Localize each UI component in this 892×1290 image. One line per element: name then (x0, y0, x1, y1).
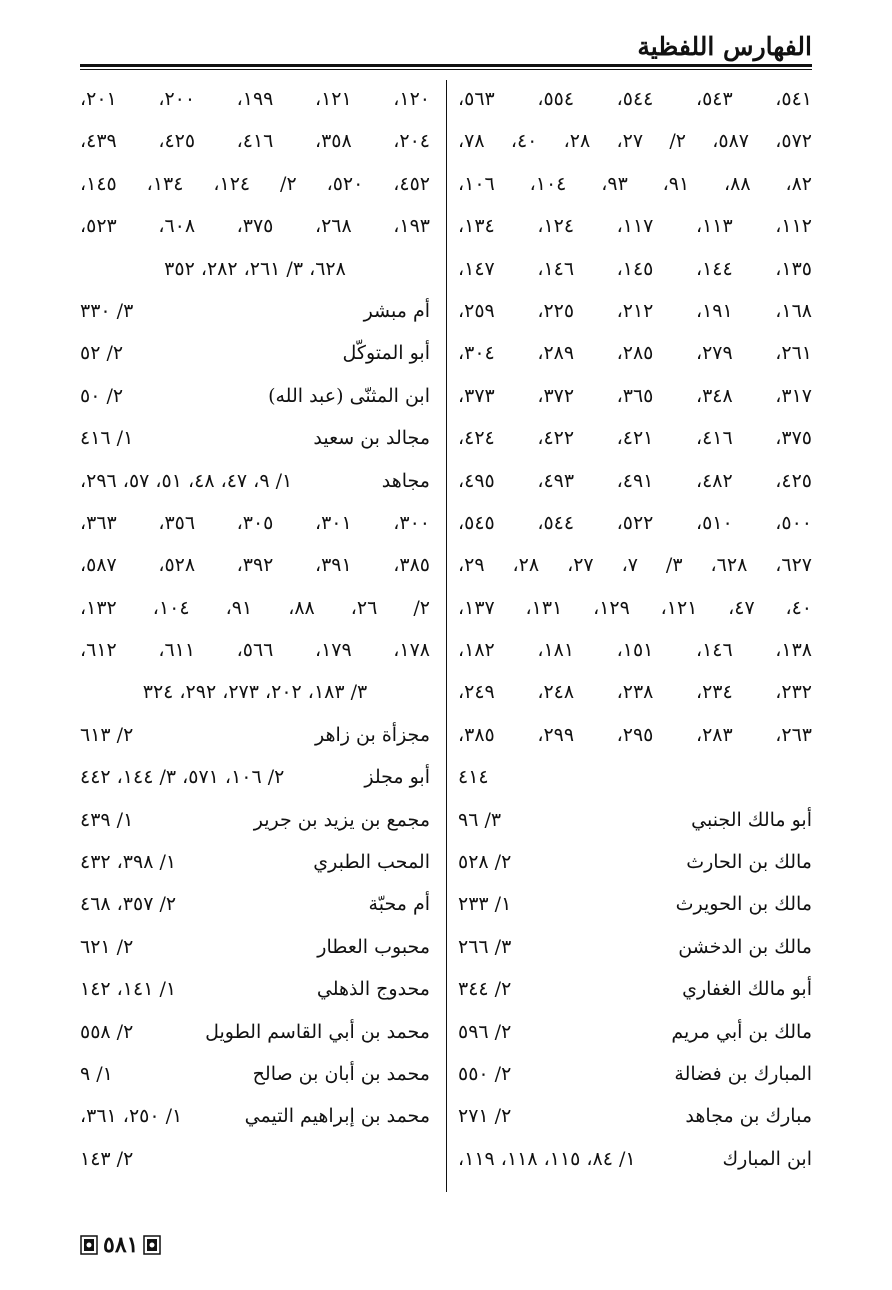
index-entry-continuation (80, 629, 430, 671)
entry-references: ٢/ ٦١٣ (80, 723, 134, 746)
entry-name: المحب الطبري (313, 851, 430, 874)
entry-name: أم مبشر (363, 299, 430, 322)
entry-references: ١١٢، ١١٣، ١١٧، ١٢٤، ١٣٤، (458, 215, 812, 238)
index-entry (80, 375, 430, 417)
entry-references: ١/ ٤٣٩ (80, 808, 134, 831)
column-divider (446, 80, 447, 1192)
entry-references: ٥٧٢، ٥٨٧، ٢/ ٢٧، ٢٨، ٤٠، ٧٨، (458, 130, 812, 153)
entry-references: ٥٤١، ٥٤٣، ٥٤٤، ٥٥٤، ٥٦٣، (458, 88, 812, 110)
entry-name: مبارك بن مجاهد (685, 1105, 812, 1128)
index-entry (80, 883, 430, 925)
entry-references: ٤٥٢، ٥٢٠، ٢/ ١٢٤، ١٣٤، ١٤٥، (80, 172, 430, 195)
entry-name: مجزأة بن زاهر (315, 723, 430, 746)
index-entry-continuation (458, 290, 812, 332)
index-entry (458, 1053, 812, 1095)
right-index-column (458, 78, 812, 1180)
index-entry-continuation (458, 460, 812, 502)
entry-references: ٢/ ٥٥٨ (80, 1020, 134, 1043)
entry-references: ٤٠، ٤٧، ١٢١، ١٢٩، ١٣١، ١٣٧، (458, 596, 812, 619)
header-rule-thick (80, 64, 812, 67)
entry-references: ١/ ٨٤، ١١٥، ١١٨، ١١٩، (458, 1147, 636, 1170)
entry-references: ٣٨٥، ٣٩١، ٣٩٢، ٥٢٨، ٥٨٧، (80, 554, 430, 577)
entry-references: ٤١٤ (458, 766, 489, 789)
index-entry-continuation (458, 163, 812, 205)
entry-references: ٥٠٠، ٥١٠، ٥٢٢، ٥٤٤، ٥٤٥، (458, 511, 812, 534)
index-entry-continuation (80, 163, 430, 205)
index-entry-continuation (458, 205, 812, 247)
entry-references: ١/ ٣٩٨، ٤٣٢ (80, 851, 177, 874)
entry-name: مالك بن الحارث (686, 851, 812, 874)
index-entry (80, 714, 430, 756)
entry-references: ١٣٨، ١٤٦، ١٥١، ١٨١، ١٨٢، (458, 639, 812, 662)
entry-name: أبو مالك الجنبي (691, 808, 812, 831)
entry-name: مالك بن الدخشن (678, 935, 812, 958)
index-entry (80, 460, 430, 502)
entry-references: ٣٧٥، ٤١٦، ٤٢١، ٤٢٢، ٤٢٤، (458, 427, 812, 450)
entry-name: ابن المبارك (722, 1147, 812, 1170)
index-entry-continuation (458, 332, 812, 374)
entry-name: محدوج الذهلي (316, 978, 430, 1001)
entry-references: ١/ ٩، ٤٧، ٤٨، ٥١، ٥٧، ٢٩٦، (80, 469, 293, 492)
entry-name: مجمع بن يزيد بن جرير (253, 808, 430, 831)
entry-name: أبو مالك الغفاري (682, 978, 812, 1001)
index-entry (458, 1011, 812, 1053)
entry-references: ٢/ ٥٢٨ (458, 851, 512, 874)
entry-references: ٣/ ٢٦٦ (458, 935, 512, 958)
index-entry-continuation (458, 375, 812, 417)
entry-references: ٨٢، ٨٨، ٩١، ٩٣، ١٠٤، ١٠٦، (458, 172, 812, 195)
entry-references: ٢٣٢، ٢٣٤، ٢٣٨، ٢٤٨، ٢٤٩، (458, 681, 812, 704)
index-entry (458, 1138, 812, 1180)
entry-name: مالك بن الحويرث (675, 893, 812, 916)
entry-references: ٢/ ٣٥٧، ٤٦٨ (80, 893, 177, 916)
index-entry (458, 1095, 812, 1137)
entry-references: ١٧٨، ١٧٩، ٥٦٦، ٦١١، ٦١٢، (80, 639, 430, 662)
entry-name: مجاهد (381, 469, 430, 492)
index-entry (458, 926, 812, 968)
index-entry (80, 290, 430, 332)
left-index-column (80, 78, 430, 1180)
entry-references: ٦٢٨، ٣/ ٢٦١، ٢٨٢، ٣٥٢ (164, 257, 346, 280)
entry-references: ١/ ٩ (80, 1062, 113, 1085)
entry-name: أبو مجلز (364, 766, 430, 789)
index-entry-continuation (458, 78, 812, 120)
entry-references: ١٣٥، ١٤٤، ١٤٥، ١٤٦، ١٤٧، (458, 257, 812, 280)
entry-references: ٢/ ٥٠ (80, 384, 124, 407)
index-entry (80, 332, 430, 374)
index-entry-continuation (458, 756, 812, 798)
index-entry (458, 799, 812, 841)
entry-references: ١/ ٢٥٠، ٣٦١، (80, 1105, 183, 1128)
index-entry (80, 799, 430, 841)
index-entry (458, 841, 812, 883)
entry-references: ٢/ ٦٢١ (80, 935, 134, 958)
index-entry (80, 841, 430, 883)
entry-references: ٢/ ١٠٦، ٥٧١، ٣/ ١٤٤، ٤٤٢ (80, 766, 285, 789)
index-entry (80, 1011, 430, 1053)
entry-references: ١/ ٢٣٣ (458, 893, 512, 916)
index-entry (80, 756, 430, 798)
entry-references: ٢٦١، ٢٧٩، ٢٨٥، ٢٨٩، ٣٠٤، (458, 342, 812, 365)
entry-name: أبو المتوكّل (342, 342, 430, 365)
entry-references: ٢٦٣، ٢٨٣، ٢٩٥، ٢٩٩، ٣٨٥، (458, 723, 812, 746)
entry-references: ١/ ٤١٦ (80, 427, 134, 450)
entry-name: محبوب العطار (317, 935, 430, 958)
entry-references: ٢٠٤، ٣٥٨، ٤١٦، ٤٢٥، ٤٣٩، (80, 130, 430, 153)
entry-references: ٢/ ٢٦، ٨٨، ٩١، ١٠٤، ١٣٢، (80, 596, 430, 619)
entry-name: محمد بن أبان بن صالح (252, 1062, 430, 1085)
header-rule-thin (80, 69, 812, 70)
page-number-block (80, 1230, 161, 1260)
entry-name: أم محبّة (368, 893, 430, 916)
index-entry (80, 1095, 430, 1137)
index-entry-continuation (80, 120, 430, 162)
entry-name: ابن المثنّى (عبد الله) (268, 384, 430, 407)
index-entry-continuation (458, 120, 812, 162)
entry-references: ٢/ ٥٥٠ (458, 1062, 512, 1085)
index-entry-continuation (80, 1138, 430, 1180)
entry-references: ٦٢٧، ٦٢٨، ٣/ ٧، ٢٧، ٢٨، ٢٩، (458, 554, 812, 577)
index-entry-continuation (458, 587, 812, 629)
index-entry (458, 968, 812, 1010)
index-entry-continuation (80, 587, 430, 629)
index-entry-continuation (458, 629, 812, 671)
left-ornament-icon (80, 1235, 98, 1255)
entry-references: ٣/ ٩٦ (458, 808, 502, 831)
index-entry-continuation (80, 544, 430, 586)
index-entry-continuation (458, 671, 812, 713)
page-header-title: الفهارس اللفظية (637, 32, 812, 61)
entry-references: ١٦٨، ١٩١، ٢١٢، ٢٢٥، ٢٥٩، (458, 299, 812, 322)
entry-references: ٣/ ٣٣٠ (80, 299, 134, 322)
entry-name: مالك بن أبي مريم (671, 1020, 812, 1043)
entry-references: ٣/ ١٨٣، ٢٠٢، ٢٧٣، ٢٩٢، ٣٢٤ (142, 681, 368, 704)
index-entry (80, 968, 430, 1010)
index-entry (80, 926, 430, 968)
index-entry-continuation (458, 248, 812, 290)
entry-references: ١/ ١٤١، ١٤٢ (80, 978, 177, 1001)
entry-references: ٤٢٥، ٤٨٢، ٤٩١، ٤٩٣، ٤٩٥، (458, 469, 812, 492)
index-entry-continuation (80, 78, 430, 120)
entry-name: محمد بن أبي القاسم الطويل (205, 1020, 430, 1043)
entry-references: ١٢٠، ١٢١، ١٩٩، ٢٠٠، ٢٠١، (80, 88, 430, 110)
index-entry-continuation (458, 544, 812, 586)
entry-references: ٢/ ٣٤٤ (458, 978, 512, 1001)
right-ornament-icon (143, 1235, 161, 1255)
page-number: ٥٨١ (103, 1232, 139, 1258)
entry-references: ٢/ ٢٧١ (458, 1105, 512, 1128)
index-entry (458, 883, 812, 925)
index-entry-continuation (80, 248, 430, 290)
entry-references: ٢/ ٥٩٦ (458, 1020, 512, 1043)
index-entry-continuation (80, 502, 430, 544)
entry-references: ٣٠٠، ٣٠١، ٣٠٥، ٣٥٦، ٣٦٣، (80, 511, 430, 534)
entry-name: محمد بن إبراهيم التيمي (244, 1105, 430, 1128)
entry-references: ٢/ ٥٢ (80, 342, 124, 365)
entry-references: ١٩٣، ٢٦٨، ٣٧٥، ٦٠٨، ٥٢٣، (80, 215, 430, 238)
index-entry-continuation (458, 714, 812, 756)
index-entry-continuation (458, 502, 812, 544)
entry-name: المبارك بن فضالة (674, 1062, 812, 1085)
entry-references: ٣١٧، ٣٤٨، ٣٦٥، ٣٧٢، ٣٧٣، (458, 384, 812, 407)
entry-name: مجالد بن سعيد (313, 427, 430, 450)
index-entry (80, 417, 430, 459)
index-entry-continuation (80, 205, 430, 247)
index-entry-continuation (458, 417, 812, 459)
index-entry (80, 1053, 430, 1095)
index-entry-continuation (80, 671, 430, 713)
entry-references: ٢/ ١٤٣ (80, 1147, 134, 1170)
